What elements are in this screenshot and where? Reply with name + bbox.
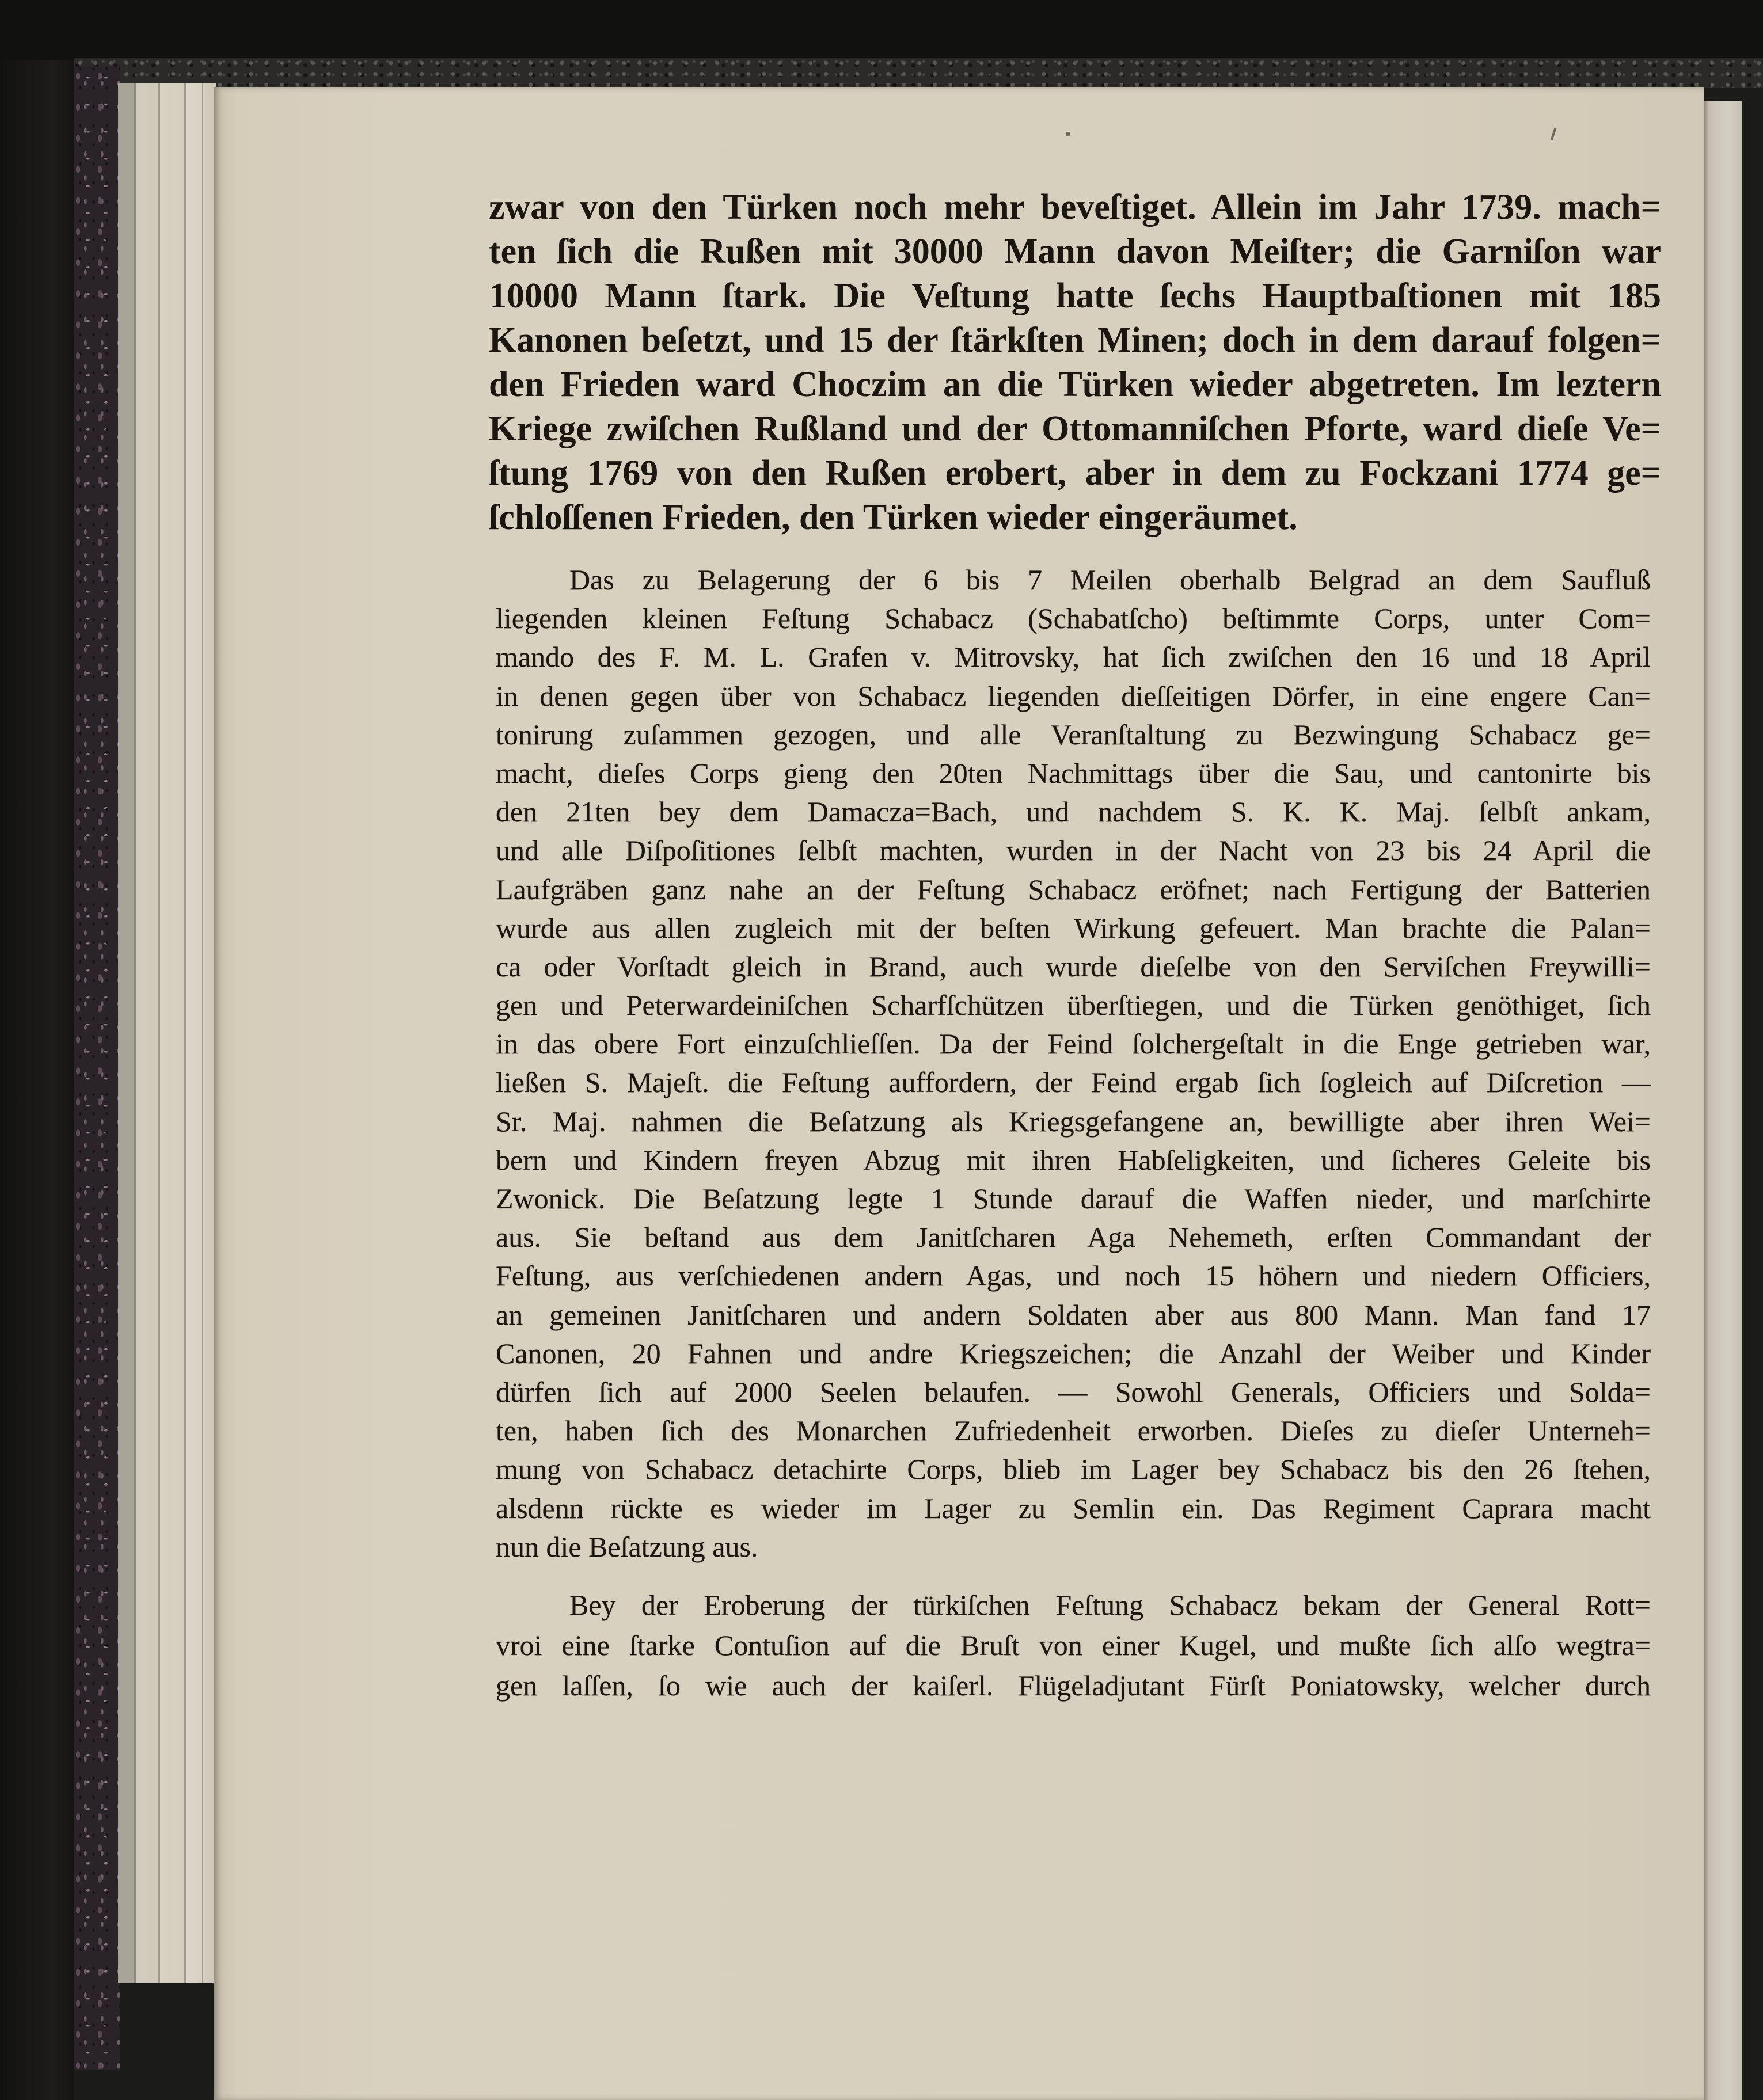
text-line bbox=[496, 1180, 1651, 1218]
text-line bbox=[496, 1025, 1651, 1063]
text-line-text: gen laſſen, ſo wie auch der kaiſerl. Flügeladjutant Fürſt Poniatowsky, welcher durch bbox=[496, 1669, 1651, 1702]
text-line-text: Kriege zwiſchen Rußland und der Ottomanniſchen Pforte, ward dieſe Ve= bbox=[489, 409, 1661, 448]
text-line-text: wurde aus allen zugleich mit der beſten Wirkung gefeuert. Man brachte die Palan= bbox=[496, 911, 1651, 944]
text-line bbox=[496, 1334, 1651, 1373]
text-line-text: tonirung zuſammen gezogen, und alle Veranſtaltung zu Bezwingung Schabacz ge= bbox=[496, 718, 1651, 751]
top-cover-edge bbox=[74, 58, 1763, 88]
text-line bbox=[496, 1528, 1651, 1566]
text-line bbox=[496, 1666, 1651, 1706]
text-line bbox=[496, 1626, 1651, 1666]
next-page-edge bbox=[1704, 101, 1742, 2100]
text-line-text: den Frieden ward Choczim an die Türken wieder abgetreten. Im leztern bbox=[489, 365, 1661, 404]
text-line bbox=[496, 831, 1651, 870]
page-stack-edges bbox=[118, 83, 216, 1983]
text-line bbox=[496, 716, 1651, 754]
text-line bbox=[496, 1373, 1651, 1412]
text-line bbox=[496, 909, 1651, 948]
book-cover-top bbox=[0, 0, 1763, 60]
text-line-text: Zwonick. Die Beſatzung legte 1 Stunde darauf die Waffen nieder, und marſchirte bbox=[496, 1182, 1651, 1215]
text-line-text: ließen S. Majeſt. die Feſtung auffordern, der Feind ergab ſich ſogleich auf Diſcretion — bbox=[496, 1066, 1651, 1099]
text-line-text: ten ſich die Rußen mit 30000 Mann davon Meiſter; die Garniſon war bbox=[489, 232, 1661, 271]
text-line bbox=[489, 496, 1661, 540]
text-line-text: zwar von den Türken noch mehr beveſtiget. Allein im Jahr 1739. mach= bbox=[489, 188, 1661, 227]
paragraph-3 bbox=[496, 1585, 1651, 1706]
text-line bbox=[496, 1218, 1651, 1257]
text-line bbox=[489, 318, 1661, 363]
text-line bbox=[496, 793, 1651, 831]
text-line-text: ca oder Vorſtadt gleich in Brand, auch wurde dieſelbe von den Serviſchen Freywilli= bbox=[496, 950, 1651, 983]
text-line-text: Kanonen beſetzt, und 15 der ſtärkſten Minen; doch in dem darauf folgen= bbox=[489, 321, 1661, 360]
text-line-text: Das zu Belagerung der 6 bis 7 Meilen oberhalb Belgrad an dem Saufluß bbox=[569, 564, 1651, 596]
text-line bbox=[489, 274, 1661, 318]
text-line-text: ſchloſſenen Frieden, den Türken wieder eingeräumet. bbox=[489, 498, 1298, 537]
text-line bbox=[496, 754, 1651, 793]
text-line-text: liegenden kleinen Feſtung Schabacz (Schabatſcho) beſtimmte Corps, unter Com= bbox=[496, 602, 1651, 635]
text-line-text: ten, haben ſich des Monarchen Zufriedenheit erworben. Dieſes zu dieſer Unterneh= bbox=[496, 1414, 1651, 1447]
text-line bbox=[569, 561, 1651, 599]
paragraph-2 bbox=[496, 561, 1651, 1566]
text-line-text: mung von Schabacz detachirte Corps, blieb im Lager bey Schabacz bis den 26 ſtehen, bbox=[496, 1453, 1651, 1486]
text-line-text: gen und Peterwardeiniſchen Scharfſchützen überſtiegen, und die Türken genöthiget, ſich bbox=[496, 989, 1651, 1022]
text-line bbox=[496, 948, 1651, 986]
text-line bbox=[489, 185, 1661, 230]
text-line bbox=[489, 407, 1661, 451]
text-line-text: und alle Diſpoſitiones ſelbſt machten, wurden in der Nacht von 23 bis 24 April die bbox=[496, 834, 1651, 867]
text-line bbox=[496, 1063, 1651, 1102]
text-line-text: alsdenn rückte es wieder im Lager zu Semlin ein. Das Regiment Caprara macht bbox=[496, 1492, 1651, 1524]
text-line-text: mando des F. M. L. Grafen v. Mitrovsky, hat ſich zwiſchen den 16 und 18 April bbox=[496, 641, 1651, 674]
text-line-text: Sr. Maj. nahmen die Beſatzung als Kriegsgefangene an, bewilligte aber ihren Wei= bbox=[496, 1105, 1651, 1138]
text-line-text: bern und Kindern freyen Abzug mit ihren Habſeligkeiten, und ſicheres Geleite bis bbox=[496, 1143, 1651, 1176]
text-line bbox=[489, 451, 1661, 496]
ink-speck bbox=[1066, 132, 1070, 136]
text-line-text: Bey der Eroberung der türkiſchen Feſtung Schabacz bekam der General Rott= bbox=[569, 1589, 1651, 1621]
text-line-text: ſtung 1769 von den Rußen erobert, aber in dem zu Fockzani 1774 ge= bbox=[489, 454, 1661, 493]
text-line-text: dürfen ſich auf 2000 Seelen belaufen. — Sowohl Generals, Officiers und Solda= bbox=[496, 1375, 1651, 1408]
text-line bbox=[496, 638, 1651, 676]
text-line bbox=[489, 230, 1661, 274]
marbled-edge bbox=[74, 67, 120, 2070]
text-line-text: Feſtung, aus verſchiedenen andern Agas, und noch 15 höhern und niedern Officiers, bbox=[496, 1260, 1651, 1292]
text-line-text: Laufgräben ganz nahe an der Feſtung Schabacz eröfnet; nach Fertigung der Batterien bbox=[496, 873, 1651, 906]
text-line-text: nun die Beſatzung aus. bbox=[496, 1530, 758, 1563]
book-cover-left bbox=[0, 0, 74, 2100]
text-line bbox=[496, 870, 1651, 909]
text-line bbox=[496, 599, 1651, 638]
text-line-text: Canonen, 20 Fahnen und andre Kriegszeichen; die Anzahl der Weiber und Kinder bbox=[496, 1337, 1651, 1369]
text-line-text: vroi eine ſtarke Contuſion auf die Bruſt von einer Kugel, und mußte ſich alſo wegtra= bbox=[496, 1629, 1651, 1661]
text-line-text: macht, dieſes Corps gieng den 20ten Nachmittags über die Sau, und cantonirte bis bbox=[496, 756, 1651, 789]
text-line-text: an gemeinen Janitſcharen und andern Soldaten aber aus 800 Mann. Man fand 17 bbox=[496, 1298, 1651, 1331]
text-line bbox=[496, 1450, 1651, 1489]
text-line-text: in denen gegen über von Schabacz liegenden dieſſeitigen Dörfer, in eine engere Can= bbox=[496, 679, 1651, 712]
text-line-text: den 21ten bey dem Damacza=Bach, und nachdem S. K. K. Maj. ſelbſt ankam, bbox=[496, 796, 1651, 828]
text-line bbox=[496, 677, 1651, 716]
text-line-text: 10000 Mann ſtark. Die Veſtung hatte ſechs Hauptbaſtionen mit 185 bbox=[489, 276, 1661, 315]
paragraph-1 bbox=[489, 185, 1661, 540]
text-line bbox=[489, 363, 1661, 407]
text-line bbox=[496, 1296, 1651, 1334]
text-line bbox=[496, 1257, 1651, 1295]
text-line bbox=[496, 1412, 1651, 1450]
text-line-text: aus. Sie beſtand aus dem Janitſcharen Aga Nehemeth, erſten Commandant der bbox=[496, 1221, 1651, 1254]
text-line bbox=[569, 1585, 1651, 1626]
text-line bbox=[496, 1102, 1651, 1141]
text-line bbox=[496, 1141, 1651, 1180]
text-line bbox=[496, 986, 1651, 1025]
text-line-text: in das obere Fort einzuſchlieſſen. Da der Feind ſolchergeſtalt in die Enge getrieben war, bbox=[496, 1028, 1651, 1060]
text-line bbox=[496, 1489, 1651, 1528]
